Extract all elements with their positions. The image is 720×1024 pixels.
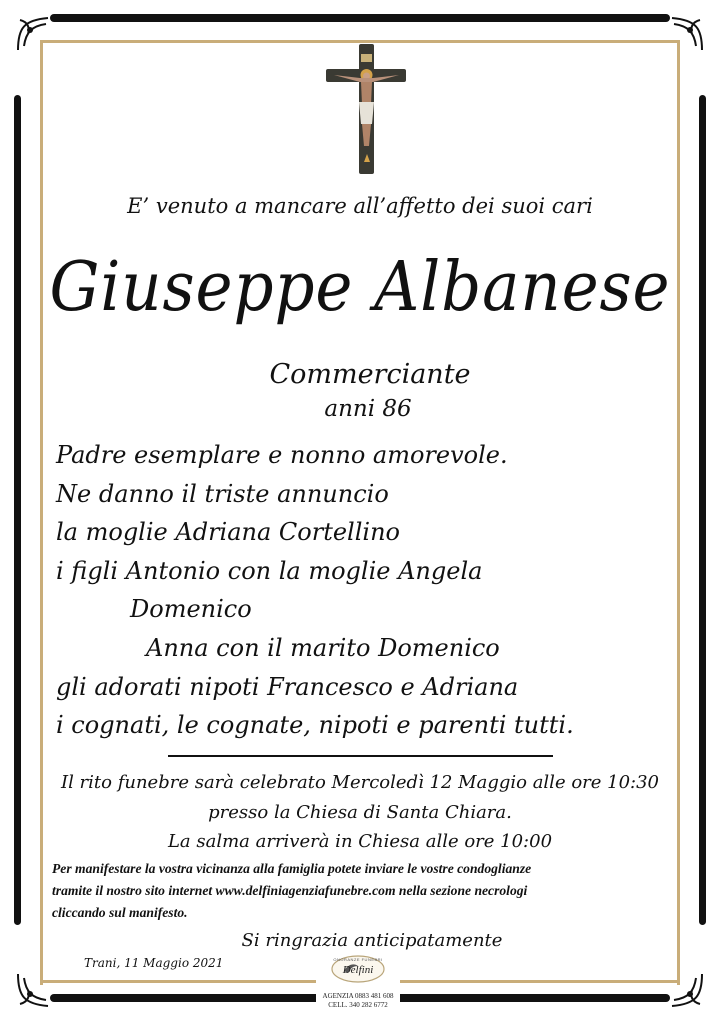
frame-left-bar (14, 95, 21, 925)
note-line: tramite il nostro sito internet www.delfiniagenziafunebre.com nella sezione necrologi (52, 883, 528, 898)
frame-top-bar (50, 14, 670, 22)
crucifix-icon (324, 44, 408, 176)
body-line: Padre esemplare e nonno amorevole. (56, 441, 508, 469)
agency-phone: AGENZIA 0883 481 608 (322, 992, 394, 1000)
corner-ornament-icon (666, 14, 706, 54)
corner-ornament-icon (666, 970, 706, 1010)
note-line: Per manifestare la vostra vicinanza alla famiglia potete inviare le vostre condoglianze (52, 861, 532, 876)
date-place: Trani, 11 Maggio 2021 (84, 956, 224, 970)
frame-right-bar (699, 95, 706, 925)
condolence-note (52, 858, 692, 924)
agency-brand: Delfini (342, 964, 374, 976)
deceased-name: Giuseppe Albanese (49, 248, 671, 327)
agency-cell: CELL. 340 282 6772 (328, 1001, 388, 1009)
intro-text: E’ venuto a mancare all’affetto dei suoi cari (127, 194, 593, 218)
agency-tagline: ONORANZE FUNEBRI (333, 957, 383, 962)
body-line: gli adorati nipoti Francesco e Adriana (56, 673, 519, 701)
corner-ornament-icon (14, 14, 54, 54)
profession-text: Commerciante (269, 359, 471, 390)
body-line: Anna con il marito Domenico (146, 634, 500, 662)
body-line: la moglie Adriana Cortellino (56, 518, 400, 546)
body-line: i figli Antonio con la moglie Angela (56, 557, 483, 585)
age-text: anni 86 (324, 396, 412, 422)
funeral-line: Il rito funebre sarà celebrato Mercoledì 12 Maggio alle ore 10:30 (60, 772, 660, 793)
frame-top-gold-line (40, 40, 680, 43)
funeral-line: presso la Chiesa di Santa Chiara. (208, 802, 512, 823)
body-line: Domenico (130, 595, 252, 623)
thanks-text: Si ringrazia anticipatamente (241, 930, 503, 951)
agency-logo (316, 954, 400, 1016)
corner-ornament-icon (14, 970, 54, 1010)
body-line: i cognati, le cognate, nipoti e parenti tutti. (56, 711, 574, 739)
funeral-line: La salma arriverà in Chiesa alle ore 10:00 (167, 831, 553, 852)
note-line: cliccando sul manifesto. (52, 905, 188, 920)
section-divider (168, 755, 553, 757)
body-line: Ne danno il triste annuncio (56, 480, 389, 508)
